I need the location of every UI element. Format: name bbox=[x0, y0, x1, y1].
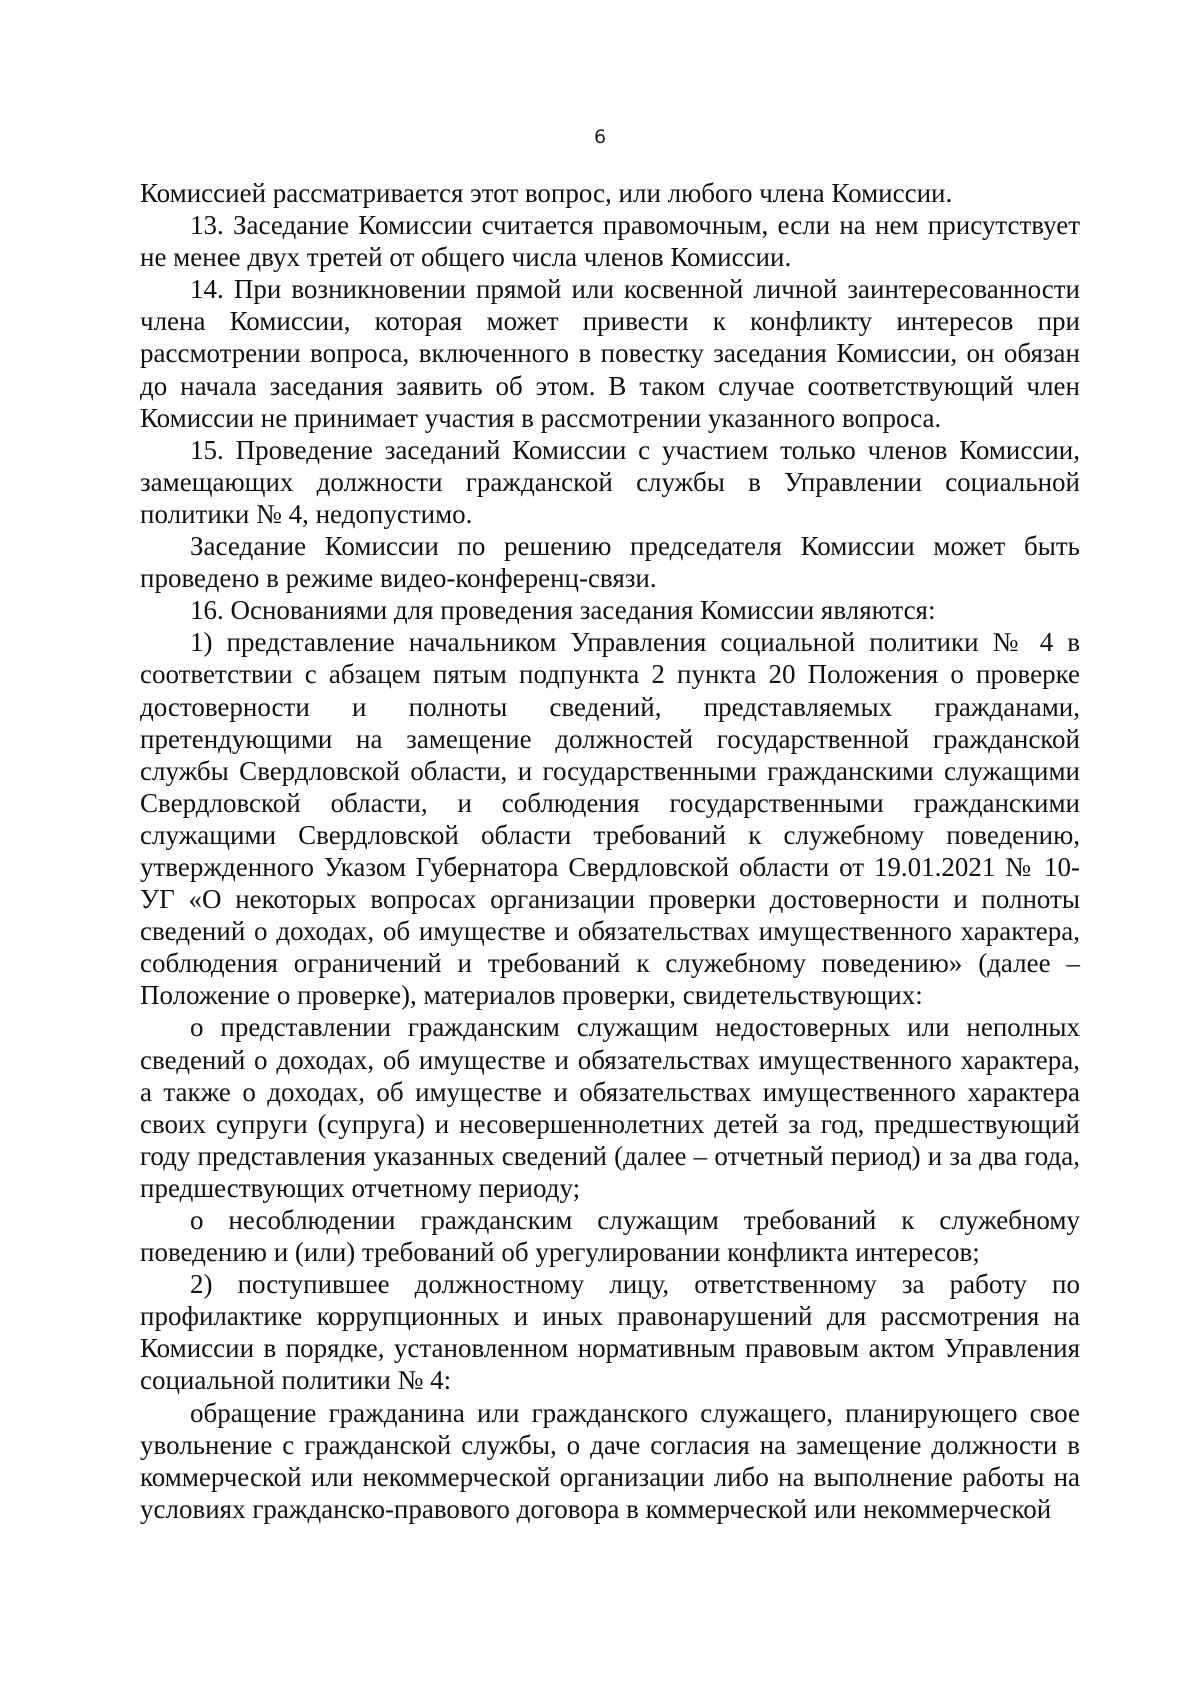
paragraph-16-item-2-sub-a: обращение гражданина или гражданского служащего, планирующего свое увольнение с гражданской службы, о даче согласия на замещение должности в коммерческой или некоммерческой организации либо на выполнение работы на условиях гражданско-правового договора в коммерческой или некоммерческой bbox=[140, 1397, 1080, 1524]
paragraph-15-videoconference: Заседание Комиссии по решению председателя Комиссии может быть проведено в режиме видео-конференц-связи. bbox=[140, 531, 1080, 594]
paragraph-16-item-1: 1) представление начальником Управления социальной политики № 4 в соответствии с абзацем пятым подпункта 2 пункта 20 Положения о проверке достоверности и полноты сведений, представляемых гражданами, претендующими на замещение должностей государственной гражданской службы Свердловской области, и государственными гражданскими служащими Свердловской области, и соблюдения государственными гражданскими служащими Свердловской области требований к служебному поведению, утвержденного Указом Губернатора Свердловской области от 19.01.2021 № 10-УГ «О некоторых вопросах организации проверки достоверности и полноты сведений о доходах, об имуществе и обязательствах имущественного характера, соблюдения ограничений и требований к служебному поведению» (далее – Положение о проверке), материалов проверки, свидетельствующих: bbox=[140, 627, 1080, 1011]
page-number: 6 bbox=[593, 126, 607, 148]
paragraph-14: 14. При возникновении прямой или косвенной личной заинтересованности члена Комиссии, которая может привести к конфликту интересов при рассмотрении вопроса, включенного в повестку заседания Комиссии, он обязан до начала заседания заявить об этом. В таком случае соответствующий член Комиссии не принимает участия в рассмотрении указанного вопроса. bbox=[140, 274, 1080, 433]
paragraph-16: 16. Основаниями для проведения заседания Комиссии являются: bbox=[190, 595, 936, 626]
paragraph-16-item-1-sub-b: о несоблюдении гражданским служащим требований к служебному поведению и (или) требований об урегулировании конфликта интересов; bbox=[140, 1205, 1080, 1268]
paragraph-16-item-2: 2) поступившее должностному лицу, ответственному за работу по профилактике коррупционных и иных правонарушений для рассмотрения на Комиссии в порядке, установленном нормативным правовым актом Управления социальной политики № 4: bbox=[140, 1269, 1080, 1396]
paragraph-16-item-1-sub-a: о представлении гражданским служащим недостоверных или неполных сведений о доходах, об имуществе и обязательствах имущественного характера, а также о доходах, об имуществе и обязательствах имущественного характера своих супруги (супруга) и несовершеннолетних детей за год, предшествующий году представления указанных сведений (далее – отчетный период) и за два года, предшествующих отчетному периоду; bbox=[140, 1012, 1080, 1203]
paragraph-continuation: Комиссией рассматривается этот вопрос, или любого члена Комиссии. bbox=[140, 178, 953, 208]
paragraph-15: 15. Проведение заседаний Комиссии с участием только членов Комиссии, замещающих должности гражданской службы в Управлении социальной политики № 4, недопустимо. bbox=[140, 434, 1080, 529]
document-body bbox=[140, 177, 1080, 1525]
paragraph-13: 13. Заседание Комиссии считается правомочным, если на нем присутствует не менее двух третей от общего числа членов Комиссии. bbox=[140, 210, 1080, 273]
